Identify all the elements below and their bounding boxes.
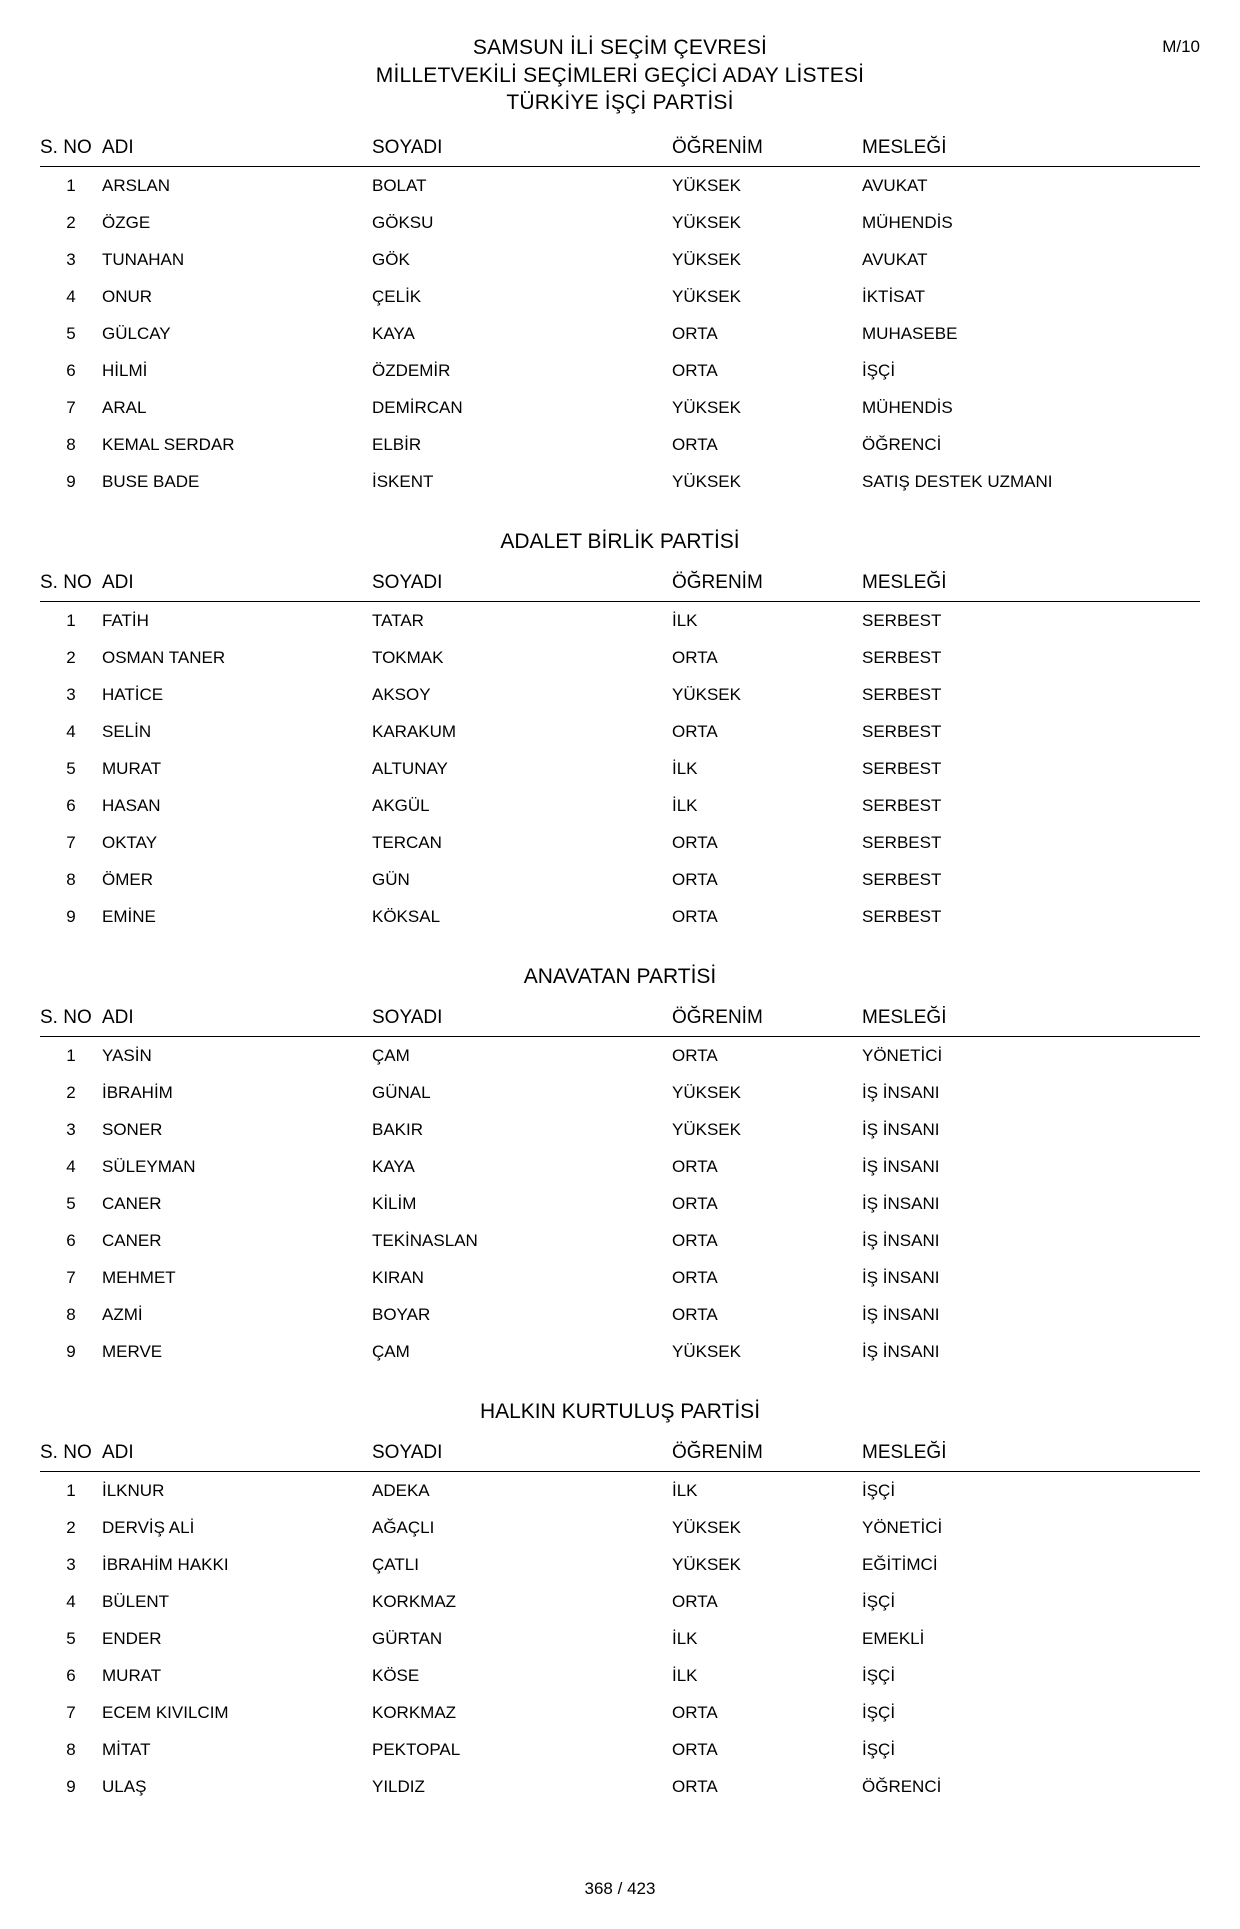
cell-order-no: 1 — [66, 1481, 76, 1501]
cell-education: ORTA — [672, 324, 718, 344]
party-title: HALKIN KURTULUŞ PARTİSİ — [479, 1400, 761, 1424]
cell-order-no: 5 — [66, 1194, 76, 1214]
cell-last-name: GÜNAL — [372, 1083, 431, 1103]
cell-order-no: 3 — [66, 250, 76, 270]
cell-first-name: TUNAHAN — [102, 250, 185, 270]
cell-first-name: ONUR — [102, 287, 153, 307]
column-header-last-name: SOYADI — [372, 135, 672, 167]
cell-occupation: ÖĞRENCİ — [862, 1777, 942, 1797]
cell-occupation: SERBEST — [862, 722, 942, 742]
table-row — [40, 1509, 1200, 1546]
cell-education: İLK — [672, 796, 698, 816]
cell-first-name: İBRAHİM HAKKI — [102, 1555, 229, 1575]
cell-last-name: YILDIZ — [372, 1777, 425, 1797]
cell-education: YÜKSEK — [672, 250, 741, 270]
cell-education: YÜKSEK — [672, 213, 741, 233]
cell-first-name: CANER — [102, 1194, 162, 1214]
cell-order-no: 1 — [66, 1046, 76, 1066]
cell-order-no: 8 — [66, 1305, 76, 1325]
cell-occupation: İŞ İNSANI — [862, 1342, 940, 1362]
cell-occupation: SERBEST — [862, 648, 942, 668]
cell-first-name: SELİN — [102, 722, 152, 742]
cell-education: ORTA — [672, 1777, 718, 1797]
column-header-last-name: SOYADI — [372, 1440, 672, 1472]
cell-first-name: DERVİŞ ALİ — [102, 1518, 195, 1538]
cell-last-name: İSKENT — [372, 472, 434, 492]
cell-order-no: 7 — [66, 833, 76, 853]
table-row — [40, 639, 1200, 676]
cell-first-name: FATİH — [102, 611, 149, 631]
cell-order-no: 4 — [66, 287, 76, 307]
column-header-occupation: MESLEĞİ — [862, 1440, 1200, 1472]
cell-occupation: EMEKLİ — [862, 1629, 925, 1649]
cell-order-no: 1 — [66, 176, 76, 196]
cell-last-name: AKSOY — [372, 685, 431, 705]
cell-first-name: ARSLAN — [102, 176, 171, 196]
cell-order-no: 3 — [66, 685, 76, 705]
table-row — [40, 241, 1200, 278]
cell-last-name: BAKIR — [372, 1120, 424, 1140]
cell-order-no: 6 — [66, 361, 76, 381]
cell-first-name: BUSE BADE — [102, 472, 200, 492]
cell-first-name: SONER — [102, 1120, 163, 1140]
cell-first-name: MURAT — [102, 1666, 162, 1686]
cell-order-no: 9 — [66, 1777, 76, 1797]
cell-order-no: 5 — [66, 759, 76, 779]
cell-occupation: YÖNETİCİ — [862, 1046, 943, 1066]
cell-order-no: 2 — [66, 648, 76, 668]
header-table-spacer — [40, 127, 1200, 135]
cell-last-name: ÇELİK — [372, 287, 422, 307]
cell-last-name: TEKİNASLAN — [372, 1231, 478, 1251]
candidate-table — [40, 135, 1200, 500]
cell-occupation: İŞ İNSANI — [862, 1305, 940, 1325]
table-row — [40, 824, 1200, 861]
cell-education: İLK — [672, 611, 698, 631]
footer-total-pages: 423 — [627, 1879, 656, 1899]
cell-occupation: İŞ İNSANI — [862, 1194, 940, 1214]
cell-last-name: TOKMAK — [372, 648, 444, 668]
cell-first-name: ÖMER — [102, 870, 153, 890]
table-row — [40, 1657, 1200, 1694]
cell-first-name: MURAT — [102, 759, 162, 779]
party-section — [40, 127, 1200, 500]
cell-order-no: 9 — [66, 472, 76, 492]
cell-education: YÜKSEK — [672, 176, 741, 196]
cell-order-no: 7 — [66, 398, 76, 418]
table-row — [40, 315, 1200, 352]
cell-occupation: MUHASEBE — [862, 324, 958, 344]
table-row — [40, 1333, 1200, 1370]
cell-education: YÜKSEK — [672, 1342, 741, 1362]
column-header-occupation: MESLEĞİ — [862, 1005, 1200, 1037]
cell-last-name: GÜRTAN — [372, 1629, 443, 1649]
cell-first-name: SÜLEYMAN — [102, 1157, 196, 1177]
cell-education: ORTA — [672, 1268, 718, 1288]
column-header-education: ÖĞRENİM — [672, 1440, 862, 1472]
cell-first-name: HASAN — [102, 796, 161, 816]
column-header-first-name: ADI — [102, 135, 372, 167]
table-row — [40, 389, 1200, 426]
table-row — [40, 602, 1200, 640]
column-header-occupation: MESLEĞİ — [862, 570, 1200, 602]
column-header-no: S. NO — [40, 570, 102, 602]
table-row — [40, 1037, 1200, 1075]
cell-first-name: MİTAT — [102, 1740, 151, 1760]
cell-occupation: İŞÇİ — [862, 1666, 896, 1686]
column-header-no: S. NO — [40, 1440, 102, 1472]
table-row — [40, 750, 1200, 787]
cell-education: İLK — [672, 1481, 698, 1501]
cell-order-no: 2 — [66, 1518, 76, 1538]
header-line-district: SAMSUN İLİ SEÇİM ÇEVRESİ — [472, 36, 768, 59]
cell-occupation: ÖĞRENCİ — [862, 435, 942, 455]
table-row — [40, 1222, 1200, 1259]
cell-first-name: EMİNE — [102, 907, 156, 927]
table-row — [40, 676, 1200, 713]
cell-first-name: CANER — [102, 1231, 162, 1251]
cell-order-no: 8 — [66, 435, 76, 455]
cell-last-name: TATAR — [372, 611, 424, 631]
table-row — [40, 1620, 1200, 1657]
cell-last-name: KIRAN — [372, 1268, 424, 1288]
table-row — [40, 1694, 1200, 1731]
cell-first-name: MERVE — [102, 1342, 163, 1362]
cell-occupation: İŞÇİ — [862, 1703, 896, 1723]
cell-first-name: ENDER — [102, 1629, 162, 1649]
cell-order-no: 7 — [66, 1703, 76, 1723]
cell-order-no: 2 — [66, 213, 76, 233]
cell-occupation: İŞÇİ — [862, 1592, 896, 1612]
cell-last-name: KARAKUM — [372, 722, 457, 742]
cell-order-no: 2 — [66, 1083, 76, 1103]
column-header-education: ÖĞRENİM — [672, 570, 862, 602]
column-header-last-name: SOYADI — [372, 1005, 672, 1037]
cell-first-name: OKTAY — [102, 833, 158, 853]
cell-last-name: AĞAÇLI — [372, 1518, 435, 1538]
cell-last-name: GÖKSU — [372, 213, 434, 233]
cell-education: ORTA — [672, 1194, 718, 1214]
party-section — [40, 965, 1200, 1370]
table-row — [40, 1111, 1200, 1148]
cell-occupation: İŞÇİ — [862, 361, 896, 381]
cell-last-name: KAYA — [372, 324, 415, 344]
cell-last-name: PEKTOPAL — [372, 1740, 461, 1760]
table-row — [40, 1185, 1200, 1222]
cell-last-name: BOYAR — [372, 1305, 431, 1325]
candidate-table — [40, 1005, 1200, 1370]
table-row — [40, 1731, 1200, 1768]
cell-order-no: 8 — [66, 1740, 76, 1760]
cell-education: ORTA — [672, 1305, 718, 1325]
cell-occupation: İŞ İNSANI — [862, 1120, 940, 1140]
cell-education: ORTA — [672, 1157, 718, 1177]
cell-first-name: HATİCE — [102, 685, 164, 705]
column-header-last-name: SOYADI — [372, 570, 672, 602]
candidate-table — [40, 1440, 1200, 1805]
cell-first-name: GÜLCAY — [102, 324, 171, 344]
table-row — [40, 1472, 1200, 1510]
cell-first-name: MEHMET — [102, 1268, 176, 1288]
cell-occupation: İŞ İNSANI — [862, 1268, 940, 1288]
table-row — [40, 787, 1200, 824]
table-row — [40, 713, 1200, 750]
cell-occupation: SERBEST — [862, 870, 942, 890]
cell-education: YÜKSEK — [672, 287, 741, 307]
cell-occupation: MÜHENDİS — [862, 398, 953, 418]
cell-education: YÜKSEK — [672, 685, 741, 705]
table-row — [40, 278, 1200, 315]
cell-education: ORTA — [672, 1592, 718, 1612]
column-header-first-name: ADI — [102, 570, 372, 602]
cell-education: ORTA — [672, 870, 718, 890]
cell-occupation: SERBEST — [862, 907, 942, 927]
cell-education: YÜKSEK — [672, 398, 741, 418]
page-footer — [40, 1879, 1200, 1899]
cell-last-name: ADEKA — [372, 1481, 430, 1501]
table-header-row — [40, 1005, 1200, 1037]
table-row — [40, 898, 1200, 935]
cell-occupation: SERBEST — [862, 833, 942, 853]
cell-order-no: 4 — [66, 1592, 76, 1612]
cell-order-no: 6 — [66, 1666, 76, 1686]
party-title: ANAVATAN PARTİSİ — [523, 965, 717, 989]
table-header-row — [40, 1440, 1200, 1472]
cell-education: YÜKSEK — [672, 1518, 741, 1538]
table-row — [40, 1259, 1200, 1296]
cell-last-name: ÇAM — [372, 1046, 410, 1066]
cell-education: ORTA — [672, 1231, 718, 1251]
table-row — [40, 463, 1200, 500]
cell-order-no: 5 — [66, 1629, 76, 1649]
cell-last-name: ALTUNAY — [372, 759, 448, 779]
party-section — [40, 530, 1200, 935]
cell-order-no: 9 — [66, 907, 76, 927]
header-line-list-type: MİLLETVEKİLİ SEÇİMLERİ GEÇİCİ ADAY LİSTESİ — [375, 63, 865, 87]
cell-last-name: TERCAN — [372, 833, 442, 853]
table-header-row — [40, 570, 1200, 602]
cell-last-name: DEMİRCAN — [372, 398, 463, 418]
party-section — [40, 1400, 1200, 1805]
cell-order-no: 9 — [66, 1342, 76, 1362]
footer-current-page: 368 — [584, 1879, 613, 1899]
candidate-table — [40, 570, 1200, 935]
cell-order-no: 4 — [66, 722, 76, 742]
cell-last-name: KAYA — [372, 1157, 415, 1177]
table-row — [40, 204, 1200, 241]
table-row — [40, 167, 1200, 205]
cell-last-name: ÇAM — [372, 1342, 410, 1362]
cell-education: ORTA — [672, 833, 718, 853]
cell-first-name: İLKNUR — [102, 1481, 165, 1501]
cell-first-name: İBRAHİM — [102, 1083, 173, 1103]
cell-last-name: ÇATLI — [372, 1555, 419, 1575]
column-header-first-name: ADI — [102, 1440, 372, 1472]
cell-occupation: İKTİSAT — [862, 287, 925, 307]
table-row — [40, 1296, 1200, 1333]
cell-order-no: 6 — [66, 796, 76, 816]
table-row — [40, 1583, 1200, 1620]
cell-order-no: 3 — [66, 1120, 76, 1140]
cell-last-name: KÖSE — [372, 1666, 420, 1686]
cell-education: YÜKSEK — [672, 1555, 741, 1575]
cell-occupation: SERBEST — [862, 796, 942, 816]
cell-education: ORTA — [672, 648, 718, 668]
cell-order-no: 6 — [66, 1231, 76, 1251]
column-header-first-name: ADI — [102, 1005, 372, 1037]
cell-last-name: AKGÜL — [372, 796, 430, 816]
column-header-education: ÖĞRENİM — [672, 135, 862, 167]
cell-occupation: İŞÇİ — [862, 1740, 896, 1760]
table-row — [40, 1546, 1200, 1583]
cell-order-no: 7 — [66, 1268, 76, 1288]
cell-occupation: İŞ İNSANI — [862, 1157, 940, 1177]
table-row — [40, 426, 1200, 463]
cell-education: ORTA — [672, 435, 718, 455]
cell-last-name: KÖKSAL — [372, 907, 441, 927]
cell-education: YÜKSEK — [672, 472, 741, 492]
cell-education: ORTA — [672, 907, 718, 927]
cell-occupation: AVUKAT — [862, 176, 928, 196]
footer-separator: / — [617, 1879, 623, 1899]
cell-occupation: SATIŞ DESTEK UZMANI — [862, 472, 1053, 492]
cell-first-name: ARAL — [102, 398, 147, 418]
cell-education: İLK — [672, 1666, 698, 1686]
table-header-row — [40, 135, 1200, 167]
cell-occupation: MÜHENDİS — [862, 213, 953, 233]
cell-last-name: GÜN — [372, 870, 410, 890]
cell-first-name: ÖZGE — [102, 213, 151, 233]
cell-education: İLK — [672, 759, 698, 779]
table-row — [40, 1074, 1200, 1111]
page-code: M/10 — [1162, 37, 1200, 56]
table-row — [40, 1148, 1200, 1185]
sections-container — [40, 127, 1200, 1805]
cell-last-name: KORKMAZ — [372, 1703, 457, 1723]
cell-last-name: ELBİR — [372, 435, 422, 455]
document-header — [40, 34, 1200, 117]
table-row — [40, 352, 1200, 389]
cell-first-name: HİLMİ — [102, 361, 148, 381]
cell-first-name: ECEM KIVILCIM — [102, 1703, 229, 1723]
cell-first-name: ULAŞ — [102, 1777, 147, 1797]
column-header-no: S. NO — [40, 135, 102, 167]
cell-first-name: KEMAL SERDAR — [102, 435, 235, 455]
cell-education: İLK — [672, 1629, 698, 1649]
header-line-party: TÜRKİYE İŞÇİ PARTİSİ — [506, 91, 734, 115]
cell-order-no: 3 — [66, 1555, 76, 1575]
cell-first-name: YASİN — [102, 1046, 152, 1066]
cell-occupation: SERBEST — [862, 611, 942, 631]
cell-occupation: YÖNETİCİ — [862, 1518, 943, 1538]
column-header-no: S. NO — [40, 1005, 102, 1037]
cell-order-no: 5 — [66, 324, 76, 344]
cell-occupation: SERBEST — [862, 685, 942, 705]
cell-education: ORTA — [672, 1740, 718, 1760]
column-header-education: ÖĞRENİM — [672, 1005, 862, 1037]
cell-education: ORTA — [672, 1046, 718, 1066]
table-row — [40, 1768, 1200, 1805]
cell-occupation: EĞİTİMCİ — [862, 1555, 938, 1575]
column-header-occupation: MESLEĞİ — [862, 135, 1200, 167]
cell-last-name: KORKMAZ — [372, 1592, 457, 1612]
cell-last-name: GÖK — [372, 250, 410, 270]
cell-first-name: BÜLENT — [102, 1592, 170, 1612]
party-title: ADALET BİRLİK PARTİSİ — [500, 530, 740, 554]
cell-occupation: SERBEST — [862, 759, 942, 779]
cell-last-name: ÖZDEMİR — [372, 361, 451, 381]
cell-first-name: OSMAN TANER — [102, 648, 226, 668]
cell-order-no: 4 — [66, 1157, 76, 1177]
cell-order-no: 8 — [66, 870, 76, 890]
cell-first-name: AZMİ — [102, 1305, 143, 1325]
cell-education: YÜKSEK — [672, 1083, 741, 1103]
cell-education: ORTA — [672, 361, 718, 381]
cell-education: ORTA — [672, 1703, 718, 1723]
cell-occupation: İŞÇİ — [862, 1481, 896, 1501]
cell-education: YÜKSEK — [672, 1120, 741, 1140]
cell-occupation: İŞ İNSANI — [862, 1083, 940, 1103]
cell-last-name: BOLAT — [372, 176, 427, 196]
cell-occupation: AVUKAT — [862, 250, 928, 270]
cell-last-name: KİLİM — [372, 1194, 417, 1214]
cell-education: ORTA — [672, 722, 718, 742]
cell-order-no: 1 — [66, 611, 76, 631]
cell-occupation: İŞ İNSANI — [862, 1231, 940, 1251]
table-row — [40, 861, 1200, 898]
